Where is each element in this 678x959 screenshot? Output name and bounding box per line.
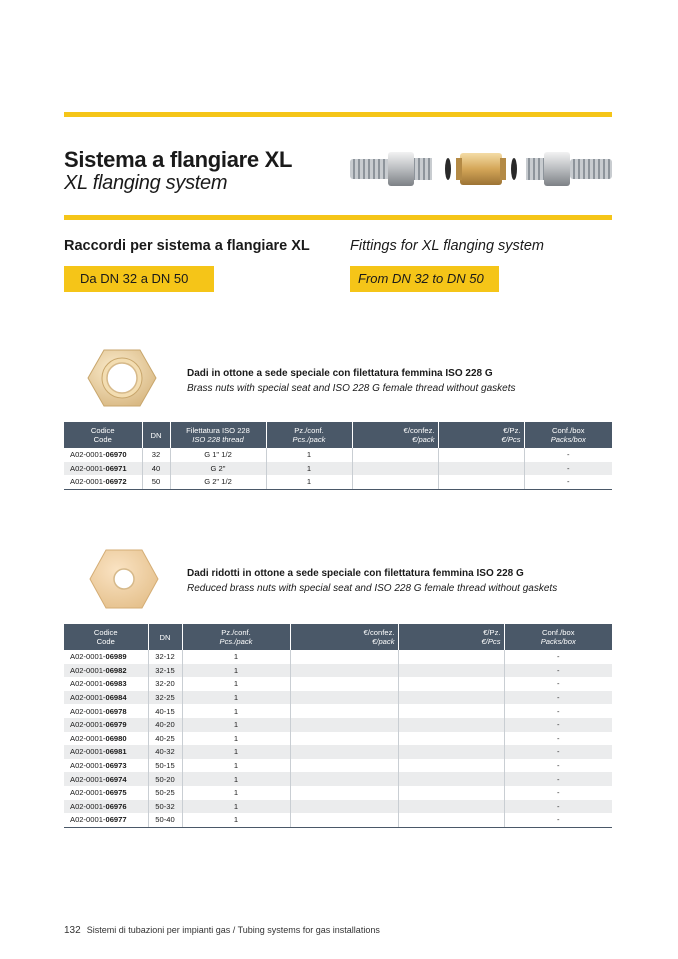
section-subtitle: Raccordi per sistema a flangiare XL [64, 238, 310, 254]
cell-dn: 32-12 [148, 650, 182, 664]
cell-price-pack [352, 475, 438, 489]
col-price-pcs: €/Pz. €/Pcs [438, 422, 524, 448]
cell-price-pcs [398, 691, 504, 705]
cell-price-pack [290, 691, 398, 705]
cell-code: A02-0001-06972 [64, 475, 142, 489]
cell-pcs-pack: 1 [266, 462, 352, 476]
cell-price-pack [290, 813, 398, 827]
table-row [64, 813, 612, 827]
range-badge-en-label: From DN 32 to DN 50 [358, 271, 484, 286]
cell-dn: 50-32 [148, 800, 182, 814]
cell-price-pack [290, 745, 398, 759]
cell-code: A02-0001-06973 [64, 759, 148, 773]
cell-dn: 50-40 [148, 813, 182, 827]
col-dn: DN [142, 422, 170, 448]
cell-dn: 32-20 [148, 677, 182, 691]
cell-code: A02-0001-06975 [64, 786, 148, 800]
table-header-row [64, 624, 612, 650]
col-thread: Filettatura ISO 228 ISO 228 thread [170, 422, 266, 448]
cell-price-pcs [398, 759, 504, 773]
cell-dn: 32-25 [148, 691, 182, 705]
cell-dn: 40-15 [148, 704, 182, 718]
cell-price-pcs [398, 786, 504, 800]
section-rule [64, 215, 612, 220]
cell-pcs-pack: 1 [182, 691, 290, 705]
cell-price-pack [290, 704, 398, 718]
cell-price-pcs [398, 664, 504, 678]
col-price-pack: €/confez. €/pack [290, 624, 398, 650]
range-badge-label: Da DN 32 a DN 50 [80, 271, 189, 286]
cell-price-pcs [398, 718, 504, 732]
cell-pcs-pack: 1 [182, 664, 290, 678]
cell-packs-box: - [504, 664, 612, 678]
cell-pcs-pack: 1 [182, 718, 290, 732]
cell-code: A02-0001-06980 [64, 732, 148, 746]
cell-packs-box: - [524, 462, 612, 476]
page-footer [64, 925, 380, 936]
reduced-hex-nut-icon [88, 548, 160, 610]
cell-packs-box: - [556, 706, 560, 716]
cell-code: A02-0001-06979 [64, 718, 148, 732]
cell-code: A02-0001-06982 [64, 664, 148, 678]
table-row [64, 772, 612, 786]
cell-packs-box: - [504, 772, 612, 786]
col-pcs-pack: Pz./conf. Pcs./pack [182, 624, 290, 650]
table-row [64, 448, 612, 462]
cell-code: A02-0001-06974 [64, 772, 148, 786]
table-header-row [64, 422, 612, 448]
cell-pcs-pack: 1 [182, 650, 290, 664]
table-row [64, 718, 612, 732]
table-row [64, 732, 612, 746]
col-code: Codice Code [64, 422, 142, 448]
cell-pcs-pack: 1 [182, 759, 290, 773]
cell-price-pcs [398, 704, 504, 718]
cell-price-pack [290, 664, 398, 678]
product2-desc-it: Dadi ridotti in ottone a sede speciale con filettatura femmina ISO 228 G [187, 568, 524, 579]
cell-packs-box: - [566, 450, 570, 460]
cell-dn: 40-25 [148, 732, 182, 746]
cell-code: A02-0001-06971 [64, 462, 142, 476]
cell-price-pack [290, 759, 398, 773]
cell-pcs-pack: 1 [266, 448, 352, 462]
cell-code: A02-0001-06977 [64, 813, 148, 827]
cell-price-pack [290, 677, 398, 691]
cell-price-pcs [398, 677, 504, 691]
flanging-assembly-icon [348, 144, 614, 194]
cell-thread: G 2" [170, 462, 266, 476]
col-price-pcs: €/Pz. €/Pcs [398, 624, 504, 650]
cell-pcs-pack: 1 [182, 677, 290, 691]
cell-packs-box: - [504, 691, 612, 705]
cell-dn: 50-15 [148, 759, 182, 773]
cell-price-pcs [398, 813, 504, 827]
product2-table [64, 624, 612, 828]
col-price-pack: €/confez. €/pack [352, 422, 438, 448]
cell-packs-box: - [504, 813, 612, 827]
cell-price-pcs [398, 650, 504, 664]
cell-thread: G 2" 1/2 [170, 475, 266, 489]
cell-code: A02-0001-06983 [64, 677, 148, 691]
page-number: 132 [64, 925, 81, 936]
cell-pcs-pack: 1 [182, 786, 290, 800]
cell-price-pcs [438, 448, 524, 462]
cell-dn: 32 [142, 448, 170, 462]
cell-packs-box: - [504, 800, 612, 814]
cell-code: A02-0001-06978 [64, 704, 148, 718]
cell-price-pcs [398, 732, 504, 746]
cell-packs-box: - [524, 475, 612, 489]
cell-dn: 40 [142, 462, 170, 476]
cell-pcs-pack: 1 [182, 745, 290, 759]
cell-code: A02-0001-06984 [64, 691, 148, 705]
product1-table [64, 422, 612, 490]
cell-packs-box: - [504, 745, 612, 759]
cell-packs-box: - [556, 788, 560, 798]
section-subtitle-en: Fittings for XL flanging system [350, 238, 544, 254]
page-title: Sistema a flangiare XL [64, 147, 293, 172]
product1-desc-en: Brass nuts with special seat and ISO 228 G female thread without gaskets [187, 383, 516, 394]
col-dn: DN [148, 624, 182, 650]
cell-dn: 50-25 [148, 786, 182, 800]
table-row [64, 704, 612, 718]
table-row [64, 759, 612, 773]
product2-desc-en: Reduced brass nuts with special seat and ISO 228 G female thread without gaskets [187, 583, 558, 594]
cell-price-pack [290, 800, 398, 814]
table-row [64, 786, 612, 800]
cell-price-pcs [398, 772, 504, 786]
cell-pcs-pack: 1 [182, 772, 290, 786]
col-packs-box: Conf./box Packs/box [504, 624, 612, 650]
table-row [64, 800, 612, 814]
cell-dn: 50-20 [148, 772, 182, 786]
hex-nut-icon [86, 348, 158, 408]
cell-price-pack [290, 732, 398, 746]
table-row [64, 745, 612, 759]
table-row [64, 650, 612, 664]
cell-dn: 40-20 [148, 718, 182, 732]
cell-packs-box: - [556, 733, 560, 743]
product1-desc-it: Dadi in ottone a sede speciale con filettatura femmina ISO 228 G [187, 368, 493, 379]
cell-pcs-pack: 1 [182, 732, 290, 746]
cell-price-pack [290, 772, 398, 786]
table-row [64, 475, 612, 489]
cell-packs-box: - [556, 652, 560, 662]
col-pcs-pack: Pz./conf. Pcs./pack [266, 422, 352, 448]
table-row [64, 462, 612, 476]
range-badge-en [350, 266, 499, 292]
cell-dn: 50 [142, 475, 170, 489]
cell-pcs-pack: 1 [182, 813, 290, 827]
cell-price-pcs [398, 800, 504, 814]
cell-dn: 32-15 [148, 664, 182, 678]
cell-pcs-pack: 1 [182, 704, 290, 718]
product1-description [187, 368, 516, 394]
cell-price-pack [352, 462, 438, 476]
cell-packs-box: - [556, 761, 560, 771]
cell-code: A02-0001-06981 [64, 745, 148, 759]
cell-code: A02-0001-06970 [64, 448, 142, 462]
table-row [64, 691, 612, 705]
cell-dn: 40-32 [148, 745, 182, 759]
product2-description [187, 568, 557, 594]
top-rule [64, 112, 612, 117]
col-packs-box: Conf./box Packs/box [524, 422, 612, 448]
cell-price-pack [352, 448, 438, 462]
cell-price-pcs [398, 745, 504, 759]
col-code: Codice Code [64, 624, 148, 650]
page-title-en: XL flanging system [64, 172, 228, 194]
cell-code: A02-0001-06976 [64, 800, 148, 814]
cell-packs-box: - [504, 718, 612, 732]
table-row [64, 677, 612, 691]
cell-price-pack [290, 650, 398, 664]
cell-code: A02-0001-06989 [64, 650, 148, 664]
cell-pcs-pack: 1 [182, 800, 290, 814]
cell-pcs-pack: 1 [266, 475, 352, 489]
cell-price-pcs [438, 462, 524, 476]
cell-price-pack [290, 718, 398, 732]
table-row [64, 664, 612, 678]
cell-packs-box: - [556, 679, 560, 689]
cell-price-pcs [438, 475, 524, 489]
range-badge [64, 266, 214, 292]
cell-price-pack [290, 786, 398, 800]
footer-text: Sistemi di tubazioni per impianti gas / Tubing systems for gas installations [86, 925, 380, 935]
cell-thread: G 1" 1/2 [170, 448, 266, 462]
